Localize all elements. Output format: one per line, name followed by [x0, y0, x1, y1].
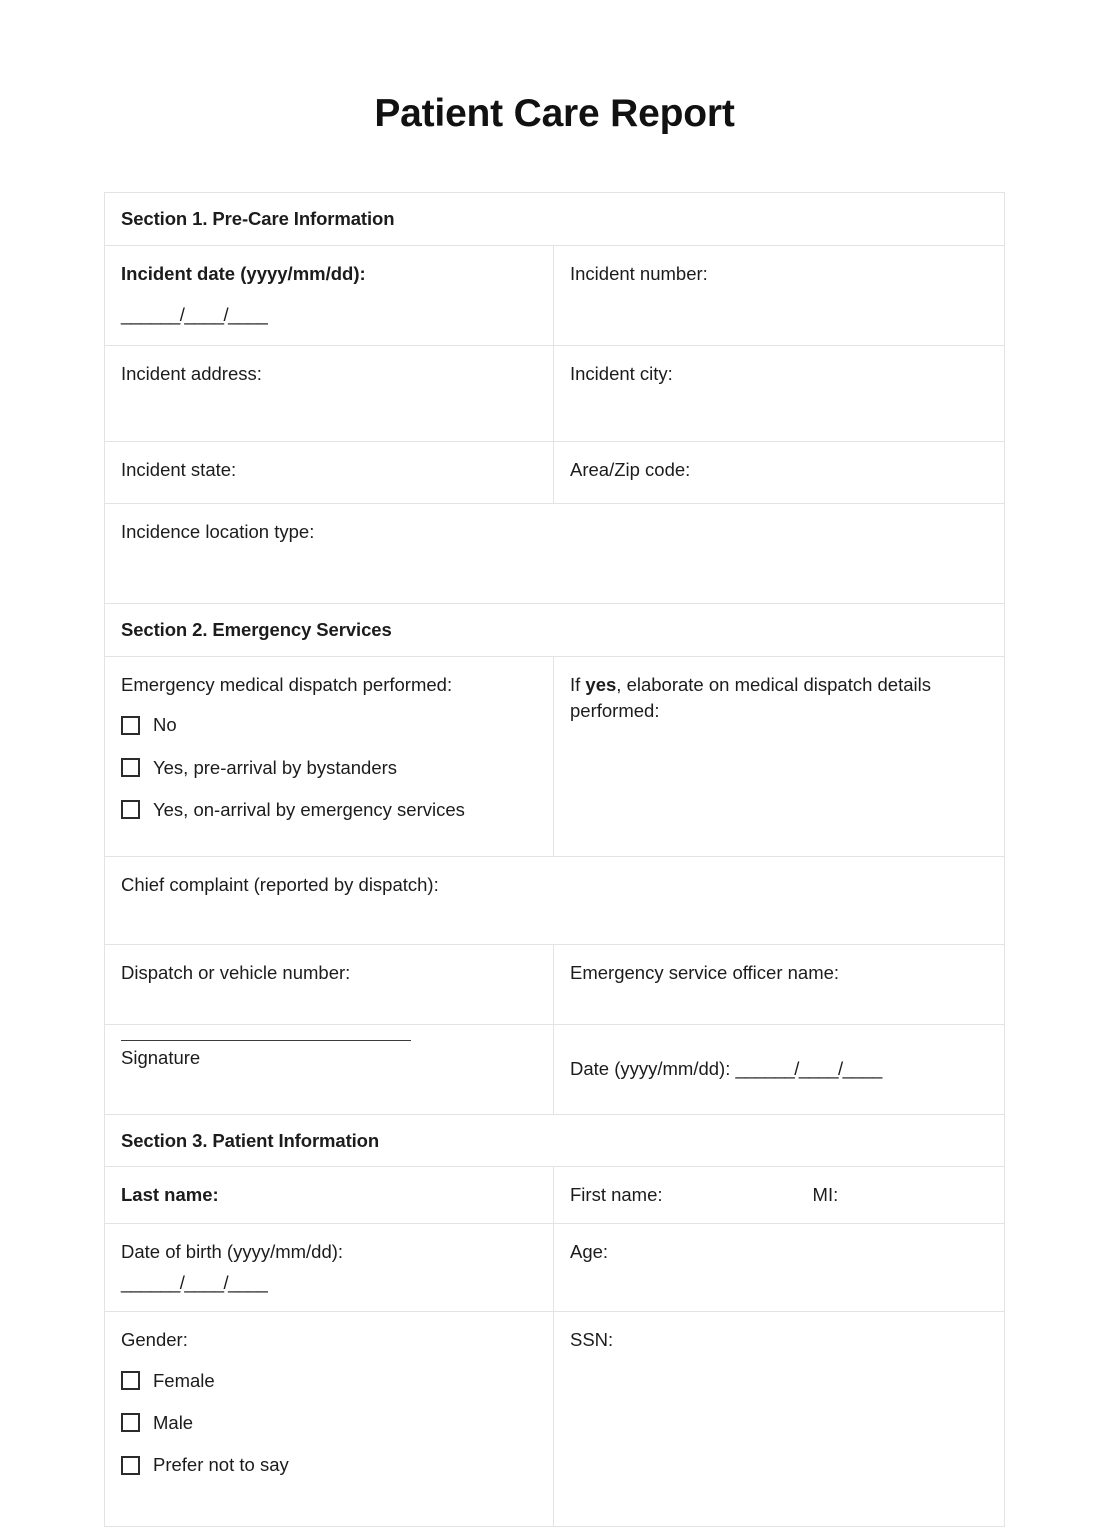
checkbox-label: Female [153, 1369, 215, 1391]
patient-name-row [105, 1167, 1005, 1224]
officer-name-label: Emergency service officer name: [570, 961, 840, 983]
date-of-birth-cell[interactable] [105, 1224, 554, 1312]
incident-address-label: Incident address: [121, 362, 262, 384]
ssn-cell[interactable] [554, 1311, 1005, 1526]
officer-date-cell[interactable] [554, 1024, 1005, 1114]
age-cell[interactable] [554, 1224, 1005, 1312]
chief-complaint-row [105, 856, 1005, 944]
dispatch-vehicle-number-label: Dispatch or vehicle number: [121, 961, 351, 983]
checkbox-label: Yes, pre-arrival by bystanders [153, 756, 398, 778]
section-header-row [105, 603, 1005, 656]
checkbox-option-prefer-not-to-say[interactable] [121, 1454, 537, 1476]
checkbox-icon[interactable] [121, 1413, 140, 1432]
incident-number-cell[interactable] [554, 245, 1005, 345]
incidence-location-type-label: Incidence location type: [121, 520, 315, 542]
gender-row [105, 1311, 1005, 1526]
checkbox-option-yes-on-arrival[interactable] [121, 799, 537, 821]
incident-city-cell[interactable] [554, 345, 1005, 441]
incidence-location-type-cell[interactable] [105, 503, 1005, 603]
signature-row [105, 1024, 1005, 1114]
emergency-dispatch-label: Emergency medical dispatch performed: [121, 673, 453, 695]
officer-date-label [570, 1056, 988, 1083]
ssn-label: SSN: [570, 1328, 614, 1350]
dispatch-details-label [570, 672, 988, 726]
gender-cell [105, 1311, 554, 1526]
incident-state-label: Incident state: [121, 458, 237, 480]
checkbox-label: Male [153, 1411, 194, 1433]
dispatch-details-text-bold: yes [585, 673, 617, 695]
first-name-cell[interactable] [554, 1167, 1005, 1224]
incidence-location-type-row [105, 503, 1005, 603]
officer-name-cell[interactable] [554, 944, 1005, 1024]
dispatch-details-text-before: If [570, 673, 586, 695]
incident-date-blank[interactable]: ______/____/____ [121, 303, 268, 325]
section-1-heading: Section 1. Pre-Care Information [105, 193, 1005, 246]
checkbox-label: Yes, on-arrival by emergency services [153, 798, 465, 820]
incident-city-label: Incident city: [570, 362, 673, 384]
section-header-row [105, 193, 1005, 246]
checkbox-label: Prefer not to say [153, 1454, 289, 1476]
area-zip-code-label: Area/Zip code: [570, 458, 691, 480]
date-of-birth-label: Date of birth (yyyy/mm/dd): [121, 1241, 344, 1263]
dispatch-details-text-after: , elaborate on medical dispatch details performed: [570, 673, 931, 722]
checkbox-icon[interactable] [121, 800, 140, 819]
officer-date-text: Date (yyyy/mm/dd): [570, 1058, 736, 1080]
checkbox-option-female[interactable] [121, 1370, 537, 1392]
section-2-heading: Section 2. Emergency Services [105, 603, 1005, 656]
gender-checkbox-group [121, 1370, 537, 1477]
checkbox-icon[interactable] [121, 1371, 140, 1390]
incident-number-label: Incident number: [570, 262, 708, 284]
checkbox-label: No [153, 714, 177, 736]
chief-complaint-label: Chief complaint (reported by dispatch): [121, 873, 439, 895]
checkbox-option-yes-pre-arrival[interactable] [121, 757, 537, 779]
checkbox-option-no[interactable] [121, 714, 537, 736]
date-of-birth-blank[interactable]: ______/____/____ [121, 1272, 268, 1294]
officer-date-blank[interactable]: ______/____/____ [735, 1058, 882, 1080]
checkbox-option-male[interactable] [121, 1412, 537, 1434]
checkbox-icon[interactable] [121, 1456, 140, 1475]
emergency-dispatch-cell [105, 656, 554, 856]
section-3-heading: Section 3. Patient Information [105, 1114, 1005, 1167]
chief-complaint-cell[interactable] [105, 856, 1005, 944]
patient-care-report-form [104, 192, 1005, 1527]
last-name-label: Last name: [121, 1184, 219, 1206]
incident-address-cell[interactable] [105, 345, 554, 441]
incident-state-cell[interactable] [105, 441, 554, 503]
dispatch-vehicle-row [105, 944, 1005, 1024]
signature-caption: Signature [121, 1046, 201, 1068]
signature-cell[interactable] [105, 1024, 554, 1114]
incident-address-row [105, 345, 1005, 441]
signature-line[interactable] [121, 1040, 411, 1041]
incident-state-row [105, 441, 1005, 503]
gender-label: Gender: [121, 1328, 188, 1350]
first-name-label: First name: [570, 1184, 663, 1206]
emergency-dispatch-checkbox-group [121, 714, 537, 821]
middle-initial-label: MI: [812, 1184, 839, 1206]
incident-date-label: Incident date (yyyy/mm/dd): [121, 262, 366, 284]
age-label: Age: [570, 1241, 609, 1263]
dispatch-details-cell[interactable] [554, 656, 1005, 856]
emergency-dispatch-row [105, 656, 1005, 856]
checkbox-icon[interactable] [121, 716, 140, 735]
last-name-cell[interactable] [105, 1167, 554, 1224]
incident-date-cell[interactable] [105, 245, 554, 345]
incident-date-row [105, 245, 1005, 345]
dispatch-vehicle-number-cell[interactable] [105, 944, 554, 1024]
checkbox-icon[interactable] [121, 758, 140, 777]
page-title: Patient Care Report [374, 92, 735, 135]
section-header-row [105, 1114, 1005, 1167]
date-of-birth-row [105, 1224, 1005, 1312]
area-zip-code-cell[interactable] [554, 441, 1005, 503]
